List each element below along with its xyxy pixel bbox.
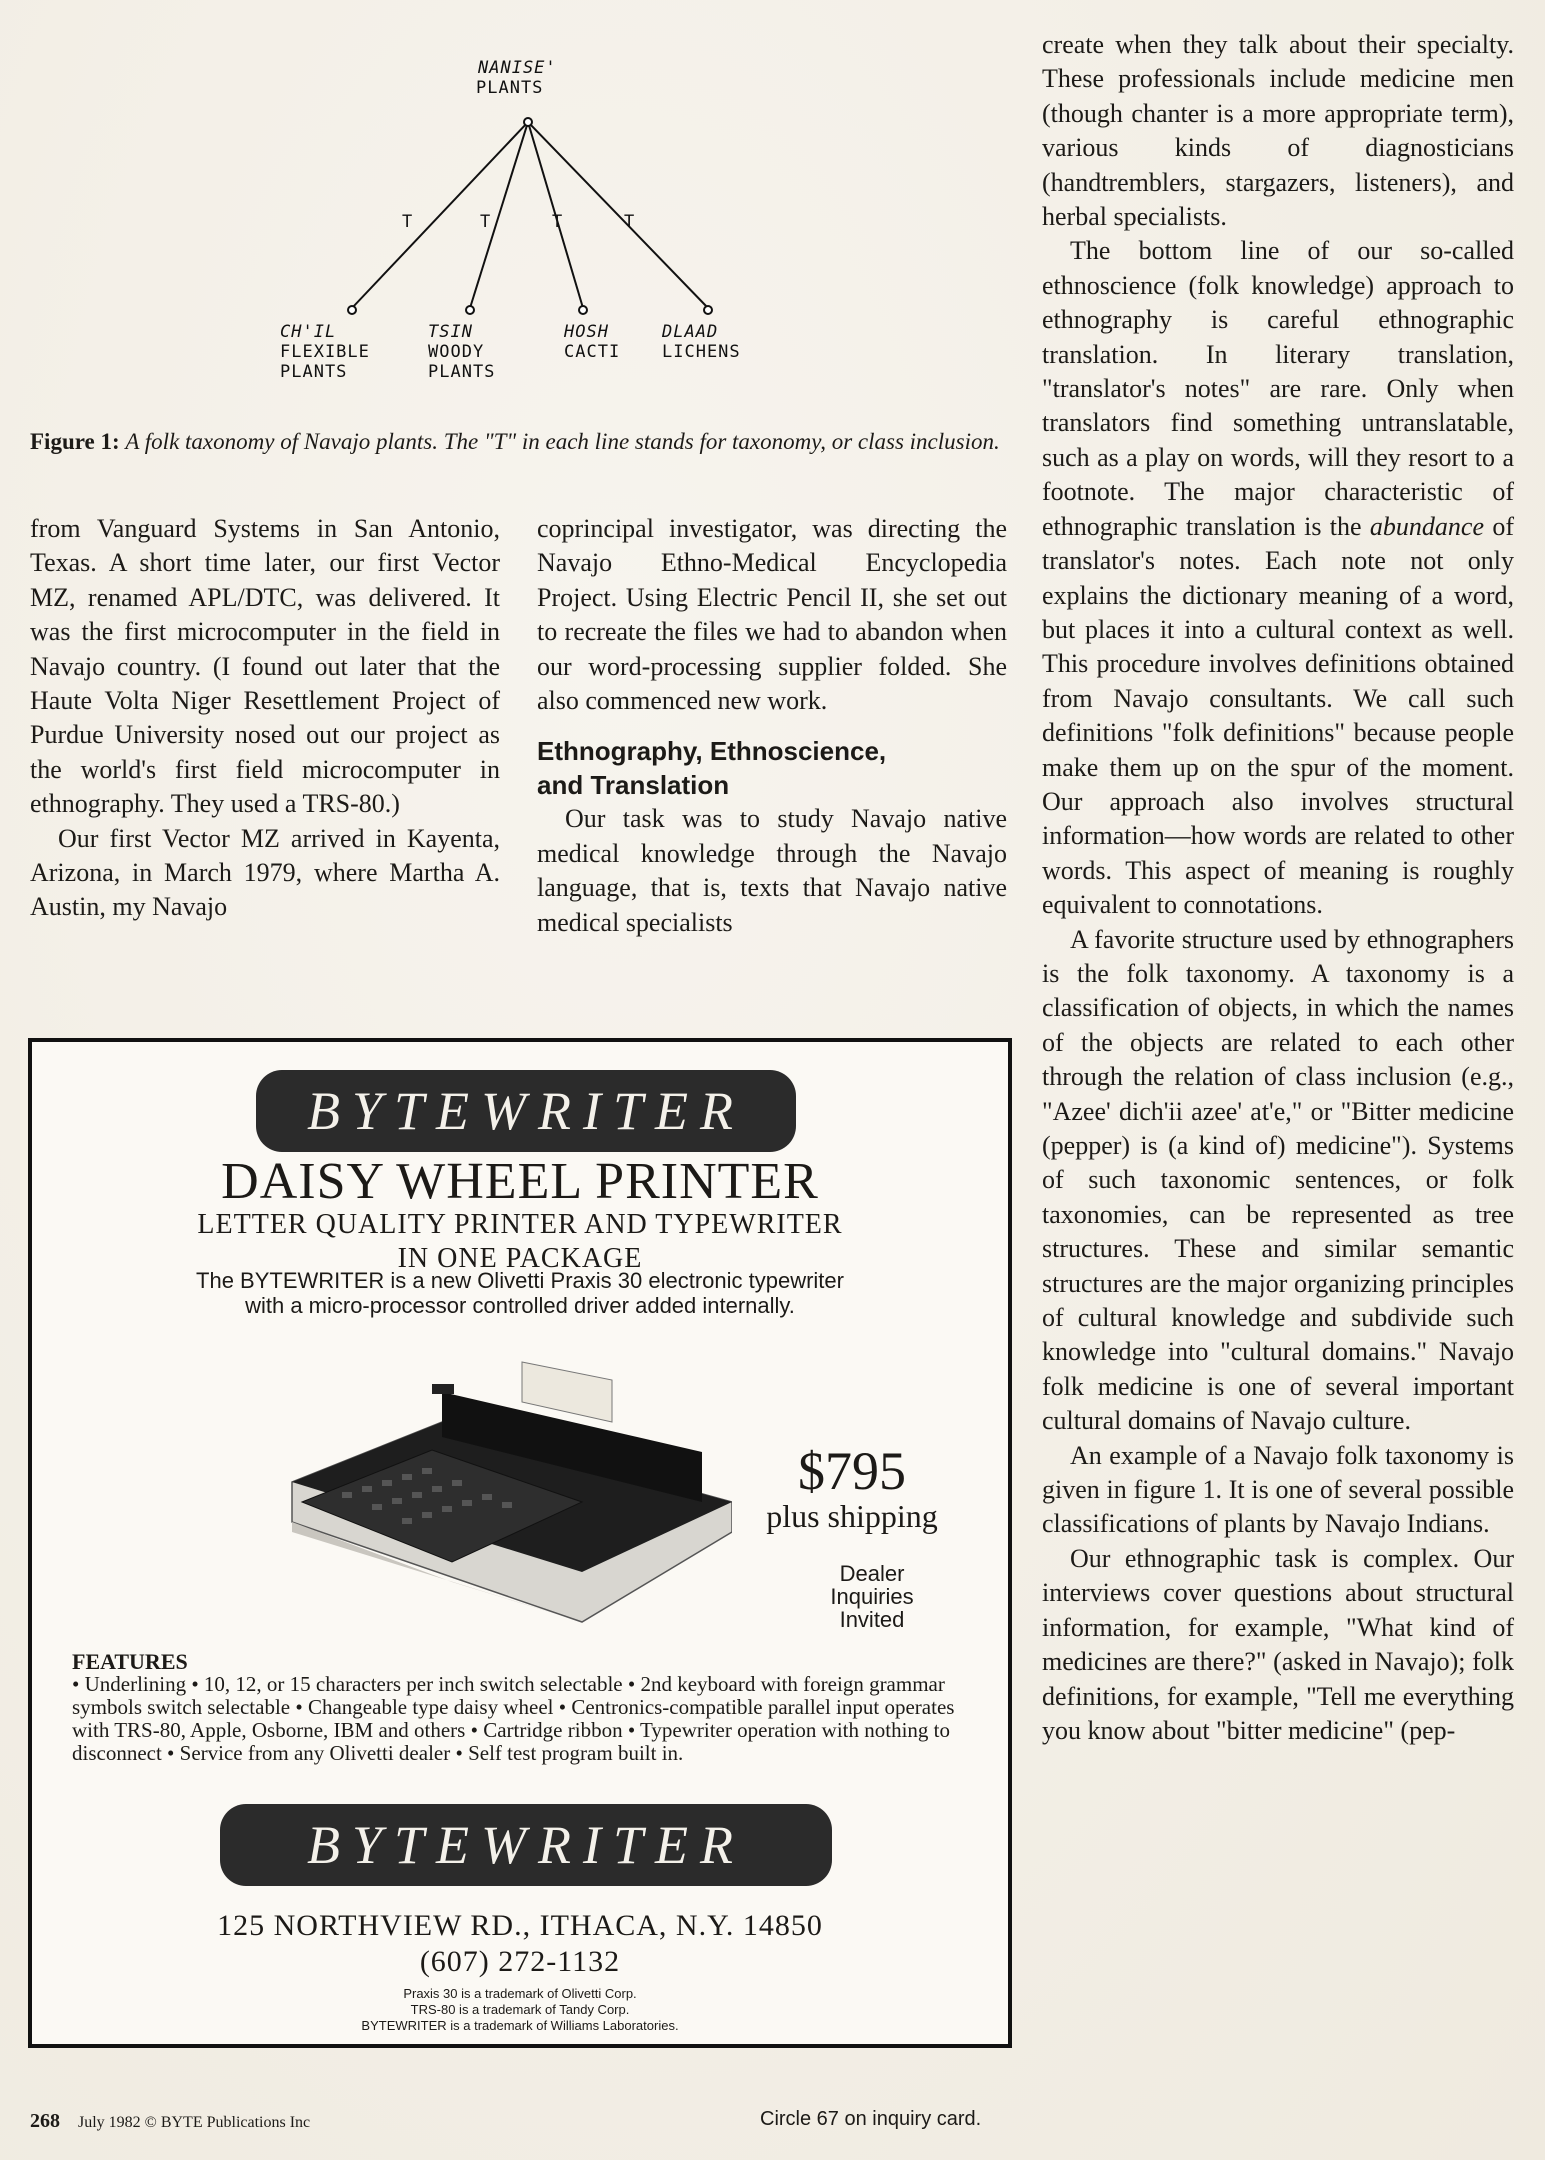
leaf-desc: WOODY	[428, 342, 485, 362]
article-column-right	[1042, 28, 1514, 1748]
brand-banner-bottom: BYTEWRITER	[220, 1804, 832, 1886]
desc-line: with a micro-processor controlled driver added internally.	[245, 1293, 795, 1318]
inquiry-note: Circle 67 on inquiry card.	[760, 2108, 982, 2130]
leaf-name: CH'IL	[280, 322, 337, 342]
edge-label-t: T	[402, 212, 414, 232]
feature-list	[72, 1650, 992, 1765]
leaf-name: TSIN	[428, 322, 473, 342]
subhead-line: IN ONE PACKAGE	[397, 1243, 643, 1274]
paragraph-text: The bottom line of our so-called ethnoscience (folk knowledge) approach to ethnography is careful ethnographic translation. In literary translation, "translator's notes" are rare. Only when translators find something untranslatable, such as a play on words, will they resort to a footnote. The major characteristic of ethnographic translation is the	[1042, 236, 1514, 541]
leaf-desc: PLANTS	[428, 362, 496, 382]
tree-node-tsin	[466, 306, 474, 314]
trademark-line: TRS-80 is a trademark of Tandy Corp.	[410, 2002, 630, 2017]
page-footer	[30, 2110, 310, 2133]
trademark-line: BYTEWRITER is a trademark of Williams Laboratories.	[361, 2018, 679, 2033]
subhead-line: LETTER QUALITY PRINTER AND TYPEWRITER	[197, 1209, 843, 1240]
leaf-name: HOSH	[564, 322, 609, 342]
edge-label-t: T	[624, 212, 636, 232]
figure-folk-taxonomy	[30, 40, 1010, 490]
paragraph: Our first Vector MZ arrived in Kayenta, Arizona, in March 1979, where Martha A. Austin, my Navajo	[30, 823, 500, 922]
tree-node-dlaad	[704, 306, 712, 314]
company-phone: (607) 272-1132	[419, 1945, 621, 1978]
paragraph: Our task was to study Navajo native medical knowledge through the Navajo language, that is, texts that Navajo native medical specialists	[537, 804, 1007, 937]
article-column-left	[30, 512, 500, 925]
caption-text: A folk taxonomy of Navajo plants. The "T" in each line stands for taxonomy, or class inclusion.	[125, 429, 1000, 454]
page-number: 268	[30, 2110, 60, 2132]
dealer-inquiries	[802, 1562, 942, 1631]
paragraph	[1042, 234, 1514, 922]
leaf-desc: PLANTS	[280, 362, 348, 382]
edge-label-t: T	[552, 212, 564, 232]
company-address: 125 NORTHVIEW RD., ITHACA, N.Y. 14850	[217, 1909, 823, 1942]
brand-banner-top: BYTEWRITER	[256, 1070, 796, 1152]
taxonomy-tree-diagram	[30, 40, 1010, 440]
shipping-note: plus shipping	[766, 1498, 938, 1534]
leaf-desc: FLEXIBLE	[280, 342, 370, 362]
leaf-name: DLAAD	[662, 322, 719, 342]
paragraph-text: of translator's notes. Each note not only explains the dictionary meaning of a word, but places it into a cultural context as well. This procedure involves definitions obtained from Navajo consultants. We call such definitions "folk definitions" because people make them up on the spur of the moment. Our approach also involves structural information—how words are related to other words. This aspect of meaning is roughly equivalent to connotations.	[1042, 511, 1514, 920]
price-tag: $795	[798, 1441, 906, 1501]
paragraph: A favorite structure used by ethnographers is the folk taxonomy. A taxonomy is a classification of objects, in which the names of the objects are related to each other through the relation of class inclusion (e.g., "Azee' dich'ii azee' at'e," or "Bitter medicine (pepper) is (a kind of) medicine"). Systems of such taxonomic sentences, or folk taxonomies, can be represented as tree structures. These and similar semantic structures are the major organizing principles of cultural knowledge and subdivide such knowledge into "cultural domains." Navajo folk medicine is one of several important cultural domains of Navajo culture.	[1042, 924, 1514, 1436]
typewriter-printer-image	[282, 1332, 732, 1632]
leaf-desc: CACTI	[564, 342, 621, 362]
edge-label-t: T	[480, 212, 492, 232]
root-label: NANISE'	[478, 58, 557, 78]
emphasis-text: abundance	[1369, 511, 1484, 541]
section-heading	[537, 734, 1007, 802]
tree-node-root	[524, 118, 532, 126]
trademark-notices	[32, 1986, 1008, 2034]
ad-headline: DAISY WHEEL PRINTER	[221, 1153, 819, 1210]
paragraph: Our ethnographic task is complex. Our interviews cover questions about structural information, for example, "What kind of medicines are there?" (asked in Navajo); folk definitions, for example, "Tell me everything you know about "bitter medicine" (pep-	[1042, 1543, 1514, 1745]
dealer-line: Inquiries	[830, 1584, 914, 1609]
paragraph: from Vanguard Systems in San Antonio, Texas. A short time later, our first Vector MZ, renamed APL/DTC, was delivered. It was the first microcomputer in the field in Navajo country. (I found out later that the Haute Volta Niger Resettlement Project of Purdue University nosed out our project as the world's first field microcomputer in ethnography. They used a TRS-80.)	[30, 514, 500, 819]
dealer-line: Dealer	[839, 1561, 905, 1586]
bytewriter-advertisement	[28, 1038, 1012, 2048]
dealer-line: Invited	[839, 1607, 905, 1632]
ad-description	[92, 1268, 948, 1318]
paragraph: create when they talk about their specialty. These professionals include medicine men (though chanter is a more appropriate term), various kinds of diagnosticians (handtremblers, stargazers, listeners), and herbal specialists.	[1042, 30, 1514, 232]
figure-caption	[30, 428, 1010, 456]
section-heading-line: and Translation	[537, 770, 730, 801]
trademark-line: Praxis 30 is a trademark of Olivetti Corp.	[403, 1986, 637, 2001]
root-sublabel: PLANTS	[476, 78, 544, 98]
tree-edge-tsin	[470, 122, 528, 308]
caption-label: Figure 1:	[30, 429, 120, 454]
features-title: FEATURES	[72, 1649, 188, 1674]
tree-node-chil	[348, 306, 356, 314]
desc-line: The BYTEWRITER is a new Olivetti Praxis 30 electronic typewriter	[196, 1268, 844, 1293]
ad-subheadline	[32, 1208, 1008, 1276]
features-text: • Underlining • 10, 12, or 15 characters per inch switch selectable • 2nd keyboard with foreign grammar symbols switch selectable • Changeable type daisy wheel • Centronics-compatible parallel input operates with TRS-80, Apple, Osborne, IBM and others • Cartridge ribbon • Typewriter operation with nothing to disconnect • Service from any Olivetti dealer • Self test program built in.	[72, 1672, 955, 1765]
leaf-desc: LICHENS	[662, 342, 741, 362]
issue-line: July 1982 © BYTE Publications Inc	[78, 2114, 311, 2131]
tree-edge-chil	[352, 122, 528, 308]
paragraph: An example of a Navajo folk taxonomy is given in figure 1. It is one of several possible classifications of plants by Navajo Indians.	[1042, 1440, 1514, 1539]
paragraph: coprincipal investigator, was directing the Navajo Ethno-Medical Encyclopedia Project. Using Electric Pencil II, she set out to recreate the files we had to abandon when our word-processing supplier folded. She also commenced new work.	[537, 514, 1007, 716]
section-heading-line: Ethnography, Ethnoscience,	[537, 736, 887, 767]
tree-node-hosh	[579, 306, 587, 314]
article-column-middle	[537, 512, 1007, 940]
